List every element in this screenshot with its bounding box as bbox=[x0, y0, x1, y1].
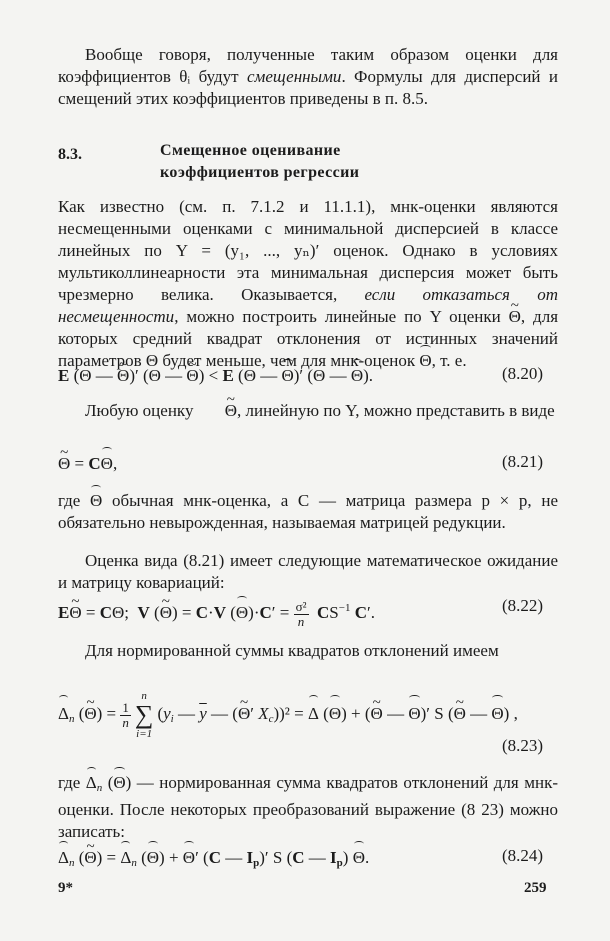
paragraph-5: Для нормированной суммы квадратов отклонений имеем bbox=[85, 641, 499, 660]
paragraph-3 bbox=[58, 490, 558, 534]
paragraph-1 bbox=[58, 196, 558, 372]
equation-number-8-23: (8.23) bbox=[502, 736, 544, 755]
intro-text-1: Вообще говоря, полученные таким образом оценки для коэффициентов θᵢ будут bbox=[58, 45, 558, 86]
equation-8-24: $\Delta_n$ (~ $\Theta) = \Delta_n$ (Θ) + Θ′ (C — $I_p)'$ S (C — $I_p$) Θ. bbox=[58, 846, 558, 875]
page-number: 259 bbox=[524, 880, 547, 896]
equation-8-20: E (Θ — ~ Θ)′ (Θ — ~ Θ) < E (Θ — Θ)′ (Θ — Θ). bbox=[58, 364, 558, 388]
paragraph-1-text-3: , для которых средний квадрат отклонения от истинных значений параметров Θ будет меньше, чем для мнк-оценок bbox=[58, 307, 559, 370]
paragraph-1-emphasis: если отказаться от несмещенности bbox=[58, 285, 558, 326]
theta-hat-symbol: Θ bbox=[90, 491, 103, 510]
intro-text-2: . Формулы для дисперсий и смещений этих коэффициентов приведены в п. 8.5. bbox=[58, 67, 558, 108]
equation-number-8-21: (8.21) bbox=[502, 452, 544, 471]
paragraph-2-text-2: , линейную по Y, можно представить в виде bbox=[236, 401, 555, 420]
theta-hat-symbol: Θ bbox=[419, 351, 432, 370]
section-title bbox=[160, 140, 520, 184]
paragraph-1-text-4: , т. е. bbox=[431, 351, 467, 370]
equation-number-8-24: (8.24) bbox=[502, 846, 544, 865]
theta-tilde-symbol: ~ Θ bbox=[198, 400, 237, 422]
section-title-line-2: коэффициентов регрессии bbox=[160, 164, 360, 181]
paragraph-1-text-2: , можно построить линейные по Y оценки bbox=[174, 307, 509, 326]
intro-emphasis: смещенными bbox=[246, 67, 342, 86]
paragraph-2 bbox=[58, 400, 558, 422]
paragraph-4: Оценка вида (8.21) имеет следующие математическое ожидание и матрицу ковариаций: bbox=[58, 551, 558, 592]
equation-8-21: ~ Θ = CΘ, bbox=[58, 452, 558, 476]
paragraph-3-text-1: где bbox=[58, 491, 90, 510]
intro-paragraph bbox=[58, 44, 558, 110]
equation-8-22: E~ Θ = CΘ; V (~ Θ) = C·V (Θ)·C′ = $\frac{\text{σ²}}{n}$ $CS^{-1}$ C′. bbox=[58, 596, 558, 629]
section-title-line-1: Смещенное оценивание bbox=[160, 142, 341, 159]
paragraph-6: где $\Delta_n$ (Θ) — нормированная сумма квадратов отклонений для мнк-оценки. После некоторых преобразований выражение (8 23) можно записать: bbox=[58, 773, 558, 841]
theta-tilde-symbol: ~ Θ bbox=[509, 306, 521, 328]
theta-hat-symbol: Θ bbox=[113, 773, 126, 792]
paragraph-1-text-1: Как известно (см. п. 7.1.2 и 11.1.1), мнк-оценки являются несмещенными оценками с минимальной дисперсией в классе линейных по Y = (y₁, ..., yₙ)′ оценок. Однако в условиях мультиколлинеарности эта минимальная дисперсия может быть чрезмерно велика. Оказывается, bbox=[58, 197, 558, 304]
equation-8-23: $\Delta_n$ (~ Θ) = $\frac{1}{n}$ n ∑ i=1 ($y_i$ — $\overline{y}$ — (~ Θ′ $X_c))^2 = \Delta$ (Θ) + (~ Θ — Θ)′ S (~ Θ — Θ) , bbox=[58, 690, 558, 740]
equation-number-8-22: (8.22) bbox=[502, 596, 544, 615]
paragraph-6-text-1: где bbox=[58, 773, 86, 792]
equation-number-8-20: (8.20) bbox=[502, 364, 544, 383]
paragraph-3-text-2: обычная мнк-оценка, а C — матрица размера p × p, не обязательно невырожденная, называемая матрицей редукции. bbox=[58, 491, 558, 532]
signature-mark: 9* bbox=[58, 880, 73, 896]
paragraph-2-text-1: Любую оценку bbox=[85, 401, 198, 420]
paragraph-6-text-2: — нормированная сумма квадратов отклонений для мнк-оценки. После некоторых преобразований выражение (8 23) можно записать: bbox=[58, 773, 558, 841]
section-number: 8.3. bbox=[58, 146, 82, 163]
